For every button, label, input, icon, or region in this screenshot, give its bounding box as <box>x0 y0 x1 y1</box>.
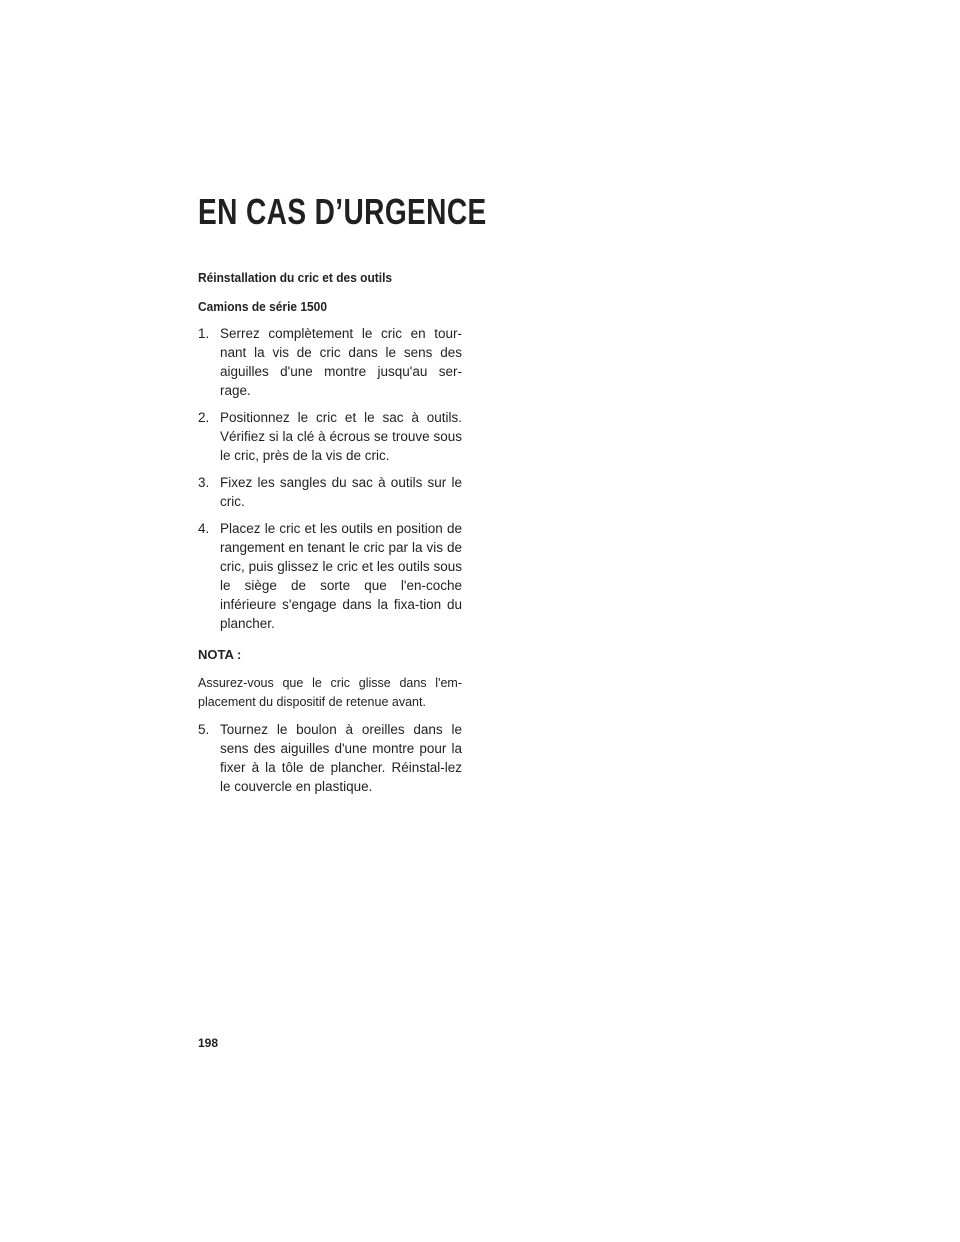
note-label: NOTA : <box>198 647 242 662</box>
note-text: Assurez-vous que le cric glisse dans l'em-placement du dispositif de retenue avant. <box>198 676 462 709</box>
step-number: 4. <box>198 521 210 536</box>
section-heading: Réinstallation du cric et des outils <box>198 270 393 285</box>
step-number: 3. <box>198 475 210 490</box>
step-text: Fixez les sangles du sac à outils sur le cric. <box>220 475 462 509</box>
step-text: Tournez le boulon à oreilles dans le sens des aiguilles d'une montre pour la fixer à la tôle de plancher. Réinstal-lez le couvercle en plastique. <box>220 722 462 794</box>
step-item-1 <box>198 324 462 400</box>
page-title: EN CAS D’URGENCE <box>198 191 487 232</box>
step-text: Placez le cric et les outils en position de rangement en tenant le cric par la vis de cric, puis glissez le cric et les outils sous le siège de sorte que l'en-coche inférieure s'engage dans la fixa-tion du plancher. <box>220 521 462 631</box>
step-text: Positionnez le cric et le sac à outils. Vérifiez si la clé à écrous se trouve sous le cric, près de la vis de cric. <box>220 410 462 463</box>
step-number: 1. <box>198 326 210 341</box>
page-number: 198 <box>198 1036 219 1050</box>
step-item-3 <box>198 473 462 511</box>
step-item-2 <box>198 408 462 465</box>
step-item-5 <box>198 720 462 796</box>
step-text: Serrez complètement le cric en tour-nant la vis de cric dans le sens des aiguilles d'une montre jusqu'au ser-rage. <box>220 326 462 398</box>
step-number: 2. <box>198 410 210 425</box>
step-item-4 <box>198 519 462 633</box>
section-subheading: Camions de série 1500 <box>198 299 327 314</box>
content-column <box>198 268 462 804</box>
step-number: 5. <box>198 722 210 737</box>
